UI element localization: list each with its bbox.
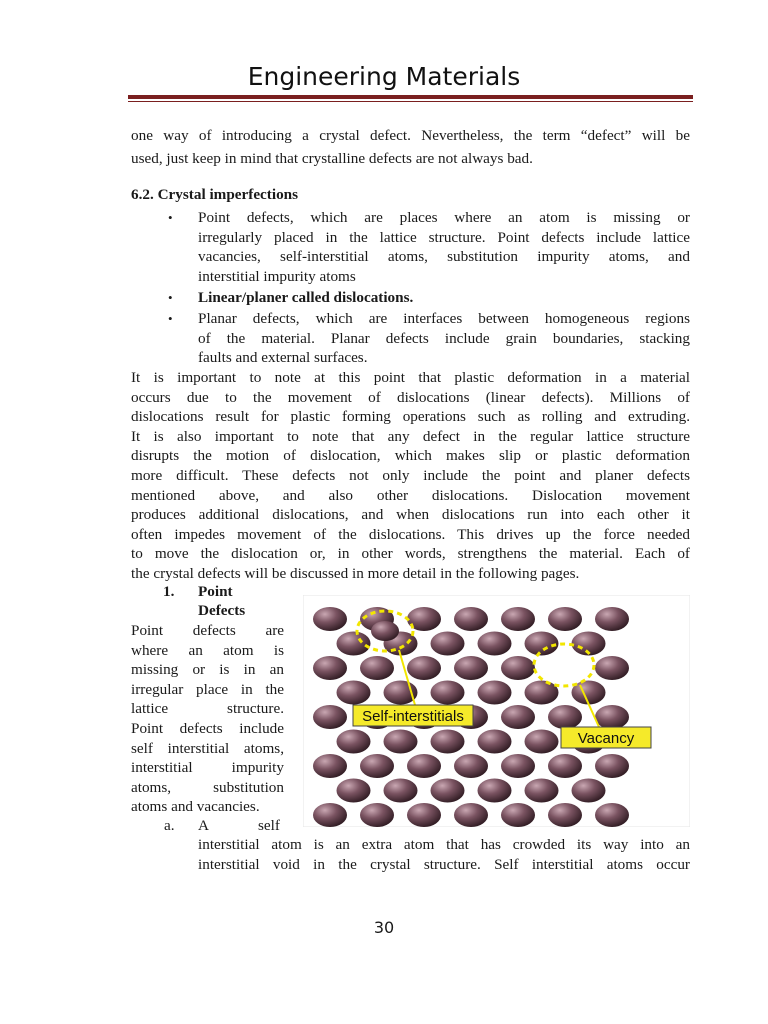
atom <box>595 803 629 827</box>
body-line: the crystal defects will be discussed in more detail in the following pages. <box>131 564 580 582</box>
bullet-1-line: interstitial impurity atoms <box>198 267 356 285</box>
vacancy-label: Vacancy <box>577 730 635 747</box>
atom <box>548 705 582 729</box>
interstitial-atom <box>371 621 399 641</box>
bullet-1-line: irregularly placed in the lattice structure. Point defects include lattice <box>198 228 690 246</box>
left-column-paragraph <box>131 621 284 817</box>
atom <box>454 607 488 631</box>
bullet-marker-1: • <box>168 210 173 225</box>
self-interstitials-label: Self-interstitials <box>362 708 464 725</box>
body-line: It is important to note at this point that plastic deformation in a material <box>131 369 690 386</box>
left-column-line: interstitial impurity <box>131 759 284 777</box>
sub-item-marker: a. <box>164 817 175 834</box>
body-line: produces additional dislocations, and when dislocations run into each other it <box>131 506 690 524</box>
atom <box>337 730 371 754</box>
sub-item-word-1: A <box>198 817 209 834</box>
atom <box>595 656 629 680</box>
left-column-line: Point defects are <box>131 622 284 639</box>
intro-line-1: one way of introducing a crystal defect. Nevertheless, the term “defect” will be <box>131 127 690 144</box>
bullet-3-line: of the material. Planar defects include grain boundaries, stacking <box>198 329 690 347</box>
bullet-1-line: vacancies, self-interstitial atoms, substitution impurity atoms, and <box>198 248 690 266</box>
header-rule-thick <box>128 95 693 99</box>
bullet-item-3 <box>198 309 690 368</box>
atom <box>337 681 371 705</box>
body-line: to move the dislocation or, in other words, strengthens the material. Each of <box>131 545 690 563</box>
numbered-item-title-line-2: Defects <box>198 602 246 619</box>
atom <box>478 779 512 803</box>
left-column-line: where an atom is <box>131 641 284 659</box>
sub-item-line: interstitial void in the crystal structure. Self interstitial atoms occur <box>198 855 690 873</box>
left-column-line: lattice structure. <box>131 700 284 718</box>
body-line: dislocations result for plastic forming operations such as rolling and extruding. <box>131 408 690 426</box>
left-column-line: irregular place in the <box>131 680 284 698</box>
sub-item-paragraph <box>198 835 690 874</box>
bullet-3-line: faults and external surfaces. <box>198 349 368 367</box>
body-line: occurs due to the movement of dislocations (linear defects). Millions of <box>131 388 690 406</box>
body-line: often impedes movement of the dislocations. This drives up the force needed <box>131 525 690 543</box>
atom <box>478 681 512 705</box>
intro-paragraph <box>131 124 690 170</box>
atom <box>501 656 535 680</box>
atom <box>360 803 394 827</box>
atom <box>501 754 535 778</box>
bullet-marker-2: • <box>168 290 173 305</box>
atom <box>525 730 559 754</box>
atom <box>501 705 535 729</box>
atom <box>337 632 371 656</box>
atom <box>572 779 606 803</box>
atom <box>360 754 394 778</box>
atom <box>595 754 629 778</box>
atom <box>407 803 441 827</box>
atom <box>525 779 559 803</box>
atom <box>595 607 629 631</box>
numbered-item-number: 1. <box>163 583 175 600</box>
intro-line-2: used, just keep in mind that crystalline defects are not always bad. <box>131 150 533 167</box>
body-line: disrupts the motion of dislocation, which makes slip or plastic deformation <box>131 447 690 465</box>
atom <box>478 632 512 656</box>
bullet-3-line: Planar defects, which are interfaces between homogeneous regions <box>198 310 690 327</box>
atom <box>548 754 582 778</box>
atom <box>384 779 418 803</box>
bullet-item-1 <box>198 208 690 286</box>
atom <box>384 730 418 754</box>
atom <box>501 803 535 827</box>
atom <box>313 754 347 778</box>
atom <box>525 632 559 656</box>
atom <box>501 607 535 631</box>
atom <box>454 656 488 680</box>
left-column-line: Point defects include <box>131 719 284 737</box>
section-heading: 6.2. Crystal imperfections <box>131 186 299 203</box>
atom <box>548 607 582 631</box>
page-number: 30 <box>373 918 395 937</box>
atom <box>407 656 441 680</box>
numbered-item-title-line-1: Point <box>198 583 233 600</box>
crystal-defects-figure <box>303 595 690 827</box>
atom <box>595 705 629 729</box>
header-rule-thin <box>128 101 693 102</box>
bullet-1-line: Point defects, which are places where an atom is missing or <box>198 209 690 226</box>
atom <box>454 803 488 827</box>
atom <box>525 681 559 705</box>
sub-item-line: interstitial atom is an extra atom that has crowded its way into an <box>198 836 690 853</box>
bullet-marker-3: • <box>168 311 173 326</box>
atom <box>431 681 465 705</box>
bullet-item-2: Linear/planer called dislocations. <box>198 289 414 306</box>
atom <box>431 632 465 656</box>
left-column-line: missing or is in an <box>131 661 284 679</box>
body-line: mentioned above, and also other dislocations. Dislocation movement <box>131 486 690 504</box>
atom <box>313 656 347 680</box>
running-header-title: Engineering Materials <box>247 62 521 91</box>
atom <box>407 754 441 778</box>
left-column-line: self interstitial atoms, <box>131 739 284 757</box>
atom <box>313 705 347 729</box>
sub-item-word-2: self <box>258 817 280 834</box>
atom <box>454 754 488 778</box>
body-paragraph <box>131 368 690 584</box>
atom <box>431 779 465 803</box>
atom <box>313 803 347 827</box>
atom <box>337 779 371 803</box>
left-column-line: atoms, substitution <box>131 778 284 796</box>
atom <box>548 803 582 827</box>
body-line: more difficult. These defects not only include the point and planer defects <box>131 466 690 484</box>
left-column-line: atoms and vacancies. <box>131 798 260 816</box>
body-line: It is also important to note that any defect in the regular lattice structure <box>131 427 690 445</box>
atom <box>360 656 394 680</box>
atom <box>431 730 465 754</box>
atom <box>313 607 347 631</box>
atom <box>478 730 512 754</box>
